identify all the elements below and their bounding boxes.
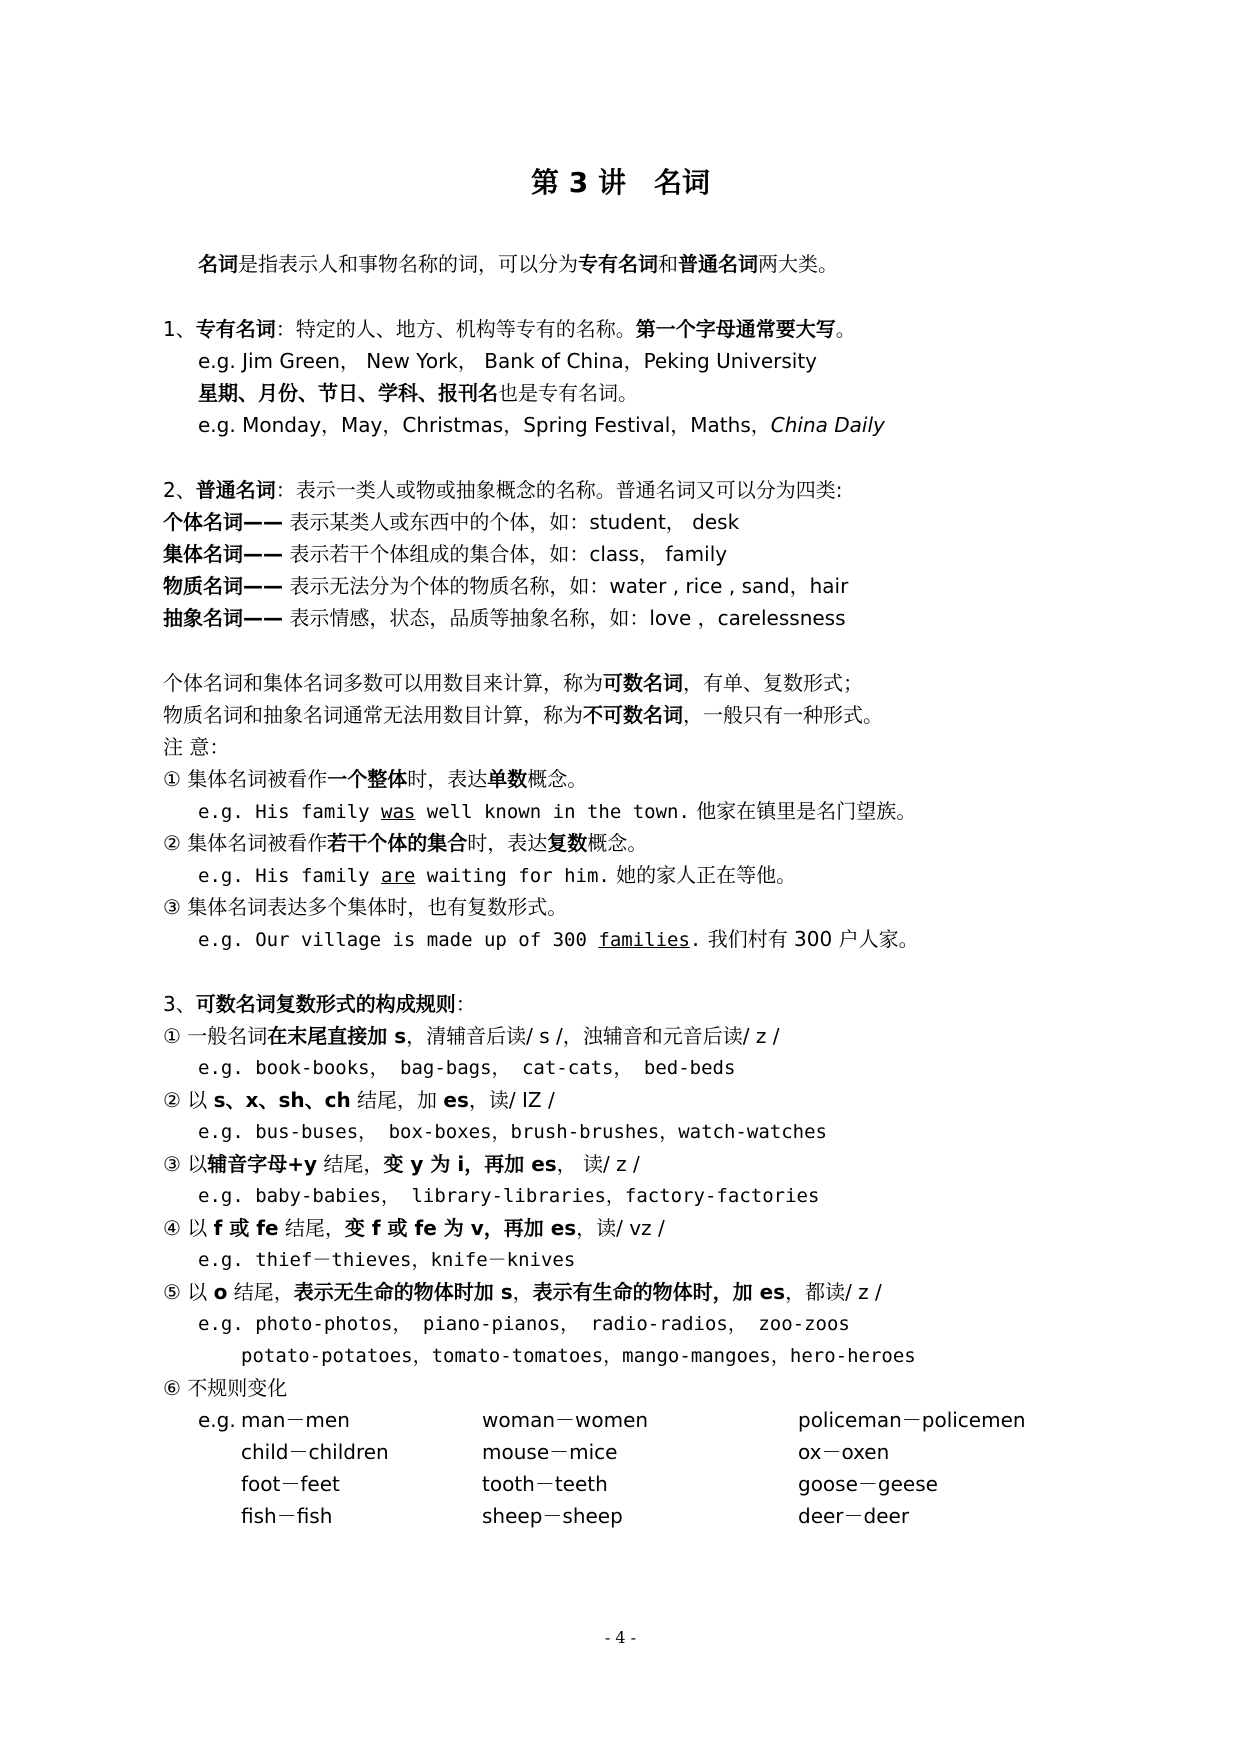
rule-text: ， 读/ z / — [556, 1152, 640, 1176]
rule-bold: 变 f 或 fe 为 v，再加 es — [344, 1216, 577, 1240]
section-1-title: 专有名词 — [195, 317, 276, 341]
rule-text: ⑤ 以 — [163, 1280, 214, 1304]
rule-bold: s、x、sh、ch — [213, 1088, 351, 1112]
example-en: e.g. His family — [198, 801, 382, 823]
rule-bold: f 或 fe — [213, 1216, 279, 1240]
rule-text: 结尾， — [278, 1216, 345, 1240]
noun-type-row — [163, 574, 848, 598]
irregular-cell: ox－oxen — [798, 1440, 890, 1464]
section-2-number: 2、 — [163, 478, 196, 502]
note-text: 时，表达 — [467, 831, 548, 855]
rule-5 — [163, 1280, 882, 1304]
rule-bold: 变 y 为 i，再加 es — [383, 1152, 557, 1176]
section-1-note-bold: 星期、月份、节日、学科、报刊名 — [198, 381, 498, 405]
section-1-note-rest: 也是专有名词。 — [498, 381, 638, 405]
section-1-end: 。 — [835, 317, 856, 341]
section-1-desc: ：特定的人、地方、机构等专有的名称。 — [275, 317, 636, 341]
rule-text: ， — [512, 1280, 533, 1304]
note-text: ② 集体名词被看作 — [163, 831, 328, 855]
noun-type-row — [163, 606, 846, 630]
rule-2 — [163, 1088, 555, 1112]
intro-term-proper: 专有名词 — [578, 252, 658, 276]
irregular-cell: woman－women — [482, 1408, 649, 1432]
intro-text: 是指表示人和事物名称的词，可以分为 — [238, 252, 578, 276]
countable-text: 个体名词和集体名词多数可以用数目来计算，称为 — [163, 671, 603, 695]
section-1-note — [198, 381, 638, 405]
note-item-2 — [163, 831, 647, 855]
intro-text-and: 和 — [658, 252, 678, 276]
section-1-example-2-italic: China Daily — [770, 413, 885, 437]
rule-bold: o — [213, 1280, 228, 1304]
rule-text: ，读/ vz / — [576, 1216, 665, 1240]
example-underlined: families — [598, 929, 690, 951]
irregular-cell: sheep－sheep — [482, 1504, 623, 1528]
noun-type-desc: 表示情感，状态，品质等抽象名称，如：love ，carelessness — [283, 606, 846, 630]
note-text: 时，表达 — [407, 767, 488, 791]
rule-bold: 表示无生命的物体时加 s — [293, 1280, 513, 1304]
rule-bold: 表示有生命的物体时，加 es — [532, 1280, 786, 1304]
rule-4 — [163, 1216, 665, 1240]
section-1-number: 1、 — [163, 317, 196, 341]
example-en: well known in the town. — [415, 801, 690, 823]
rule-2-example: e.g. bus-buses， box-boxes，brush-brushes，watch-watches — [198, 1121, 827, 1143]
section-1-example-1: e.g. Jim Green， New York， Bank of China，Peking University — [198, 349, 817, 373]
noun-type-name: 抽象名词—— — [163, 606, 283, 630]
note-bold: 一个整体 — [327, 767, 408, 791]
note-text: 概念。 — [587, 831, 648, 855]
rule-text: ，读/ IZ / — [468, 1088, 555, 1112]
rule-text: 结尾， — [317, 1152, 384, 1176]
rule-1-example: e.g. book-books， bag-bags， cat-cats， bed-beds — [198, 1057, 736, 1079]
rule-text: ① 一般名词 — [163, 1024, 268, 1048]
section-3-end: ： — [455, 992, 476, 1016]
noun-type-name: 物质名词—— — [163, 574, 283, 598]
intro-term-common: 普通名词 — [678, 252, 758, 276]
intro-text-end: 两大类。 — [758, 252, 838, 276]
example-en: e.g. His family — [198, 865, 382, 887]
section-3-heading — [163, 992, 476, 1016]
rule-text: ，清辅音后读/ s /，浊辅音和元音后读/ z / — [406, 1024, 780, 1048]
note-text: ① 集体名词被看作 — [163, 767, 328, 791]
example-underlined: was — [381, 801, 416, 823]
section-1-heading — [163, 317, 856, 341]
intro-paragraph — [198, 252, 838, 276]
uncountable-text: 物质名词和抽象名词通常无法用数目计算，称为 — [163, 703, 583, 727]
irregular-cell: deer－deer — [798, 1504, 910, 1528]
irregular-cell: child－children — [241, 1440, 389, 1464]
example-underlined: are — [381, 865, 416, 887]
noun-type-desc: 表示若干个体组成的集合体，如：class， family — [283, 542, 728, 566]
irregular-cell: tooth－teeth — [482, 1472, 608, 1496]
section-2-desc: ：表示一类人或物或抽象概念的名称。普通名词又可以分为四类: — [275, 478, 843, 502]
uncountable-text-end: ，一般只有一种形式。 — [683, 703, 883, 727]
rule-text: 结尾，加 — [350, 1088, 444, 1112]
noun-type-row — [163, 510, 739, 534]
countable-line-2 — [163, 703, 883, 727]
uncountable-term: 不可数名词 — [583, 703, 683, 727]
rule-text: ④ 以 — [163, 1216, 214, 1240]
intro-term: 名词 — [198, 252, 238, 276]
irregular-cell: policeman－policemen — [798, 1408, 1026, 1432]
section-3-number: 3、 — [163, 992, 196, 1016]
countable-text-end: ，有单、复数形式； — [683, 671, 863, 695]
irregular-cell: mouse－mice — [482, 1440, 618, 1464]
rule-3-example: e.g. baby-babies， library-libraries，factory-factories — [198, 1185, 820, 1207]
section-2-heading — [163, 478, 842, 502]
noun-type-name: 个体名词—— — [163, 510, 283, 534]
section-3-title: 可数名词复数形式的构成规则 — [195, 992, 456, 1016]
note-text: 概念。 — [527, 767, 588, 791]
countable-term: 可数名词 — [603, 671, 683, 695]
rule-text: ② 以 — [163, 1088, 214, 1112]
rule-6: ⑥ 不规则变化 — [163, 1376, 288, 1400]
example-en: waiting for him. — [415, 865, 610, 887]
rule-5-example-2: potato-potatoes，tomato-tomatoes，mango-mangoes，hero-heroes — [241, 1345, 916, 1367]
rule-text: ，都读/ z / — [785, 1280, 882, 1304]
page-number: - 4 - — [604, 1628, 637, 1647]
note-example-3 — [198, 927, 919, 952]
page-title: 第 3 讲 名词 — [531, 166, 710, 199]
noun-type-name: 集体名词—— — [163, 542, 283, 566]
irregular-cell: fish－fish — [241, 1504, 333, 1528]
example-cn: 她的家人正在等他。 — [609, 863, 797, 887]
rule-3 — [163, 1152, 640, 1176]
rule-text: ③ 以 — [163, 1152, 208, 1176]
irregular-eg-label: e.g. — [198, 1408, 236, 1432]
section-1-rule: 第一个字母通常要大写 — [635, 317, 836, 341]
rule-1 — [163, 1024, 779, 1048]
noun-type-desc: 表示某类人或东西中的个体，如：student， desk — [283, 510, 740, 534]
noun-type-row — [163, 542, 727, 566]
example-en: e.g. Our village is made up of 300 — [198, 929, 599, 951]
irregular-cell: foot－feet — [241, 1472, 340, 1496]
note-bold: 若干个体的集合 — [327, 831, 468, 855]
rule-4-example: e.g. thief－thieves，knife－knives — [198, 1249, 576, 1271]
rule-bold: 辅音字母+y — [207, 1152, 318, 1176]
rule-text: 结尾， — [227, 1280, 294, 1304]
countable-line-1 — [163, 671, 863, 695]
note-bold: 单数 — [487, 767, 528, 791]
rule-bold: 在末尾直接加 s — [267, 1024, 407, 1048]
rule-5-example-1: e.g. photo-photos， piano-pianos， radio-radios， zoo-zoos — [198, 1313, 850, 1335]
note-item-3: ③ 集体名词表达多个集体时，也有复数形式。 — [163, 895, 568, 919]
section-1-example-2-text: e.g. Monday，May，Christmas，Spring Festival，Maths， — [198, 413, 771, 437]
section-2-title: 普通名词 — [195, 478, 276, 502]
note-item-1 — [163, 767, 587, 791]
note-example-2 — [198, 863, 796, 888]
rule-bold: es — [443, 1088, 469, 1112]
section-1-example-2 — [198, 413, 885, 437]
note-example-1 — [198, 799, 916, 824]
irregular-cell: man－men — [241, 1408, 350, 1432]
example-cn: 我们村有 300 户人家。 — [701, 927, 919, 951]
noun-type-desc: 表示无法分为个体的物质名称，如：water , rice , sand，hair — [283, 574, 849, 598]
note-bold: 复数 — [547, 831, 588, 855]
irregular-cell: goose－geese — [798, 1472, 938, 1496]
note-label: 注 意： — [163, 735, 230, 759]
example-cn: 他家在镇里是名门望族。 — [689, 799, 917, 823]
example-en: . — [689, 929, 702, 951]
